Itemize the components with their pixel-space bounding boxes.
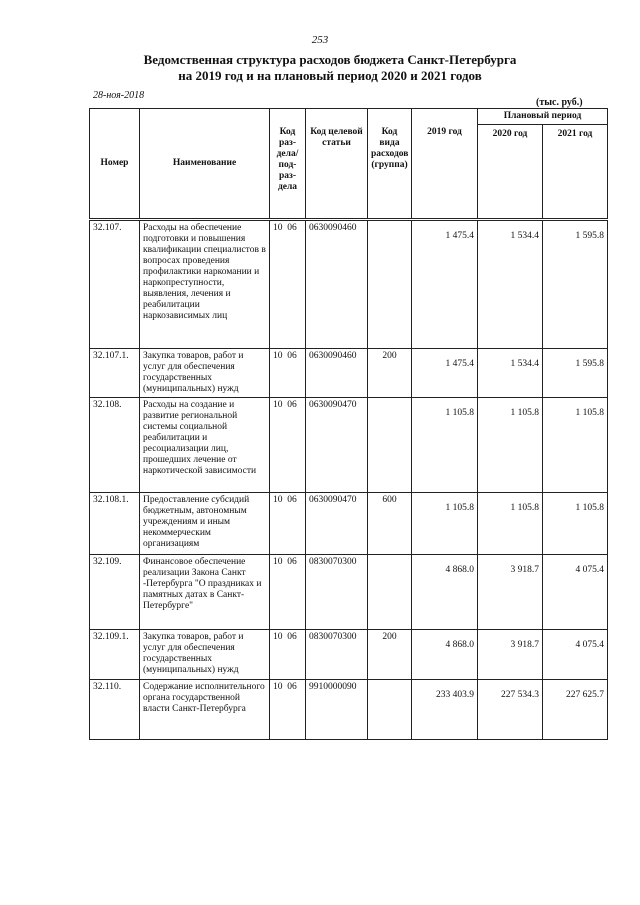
subsection: 06 [287, 351, 297, 361]
row-value-2021: 4 075.4 [543, 630, 608, 680]
row-value-2019: 233 403.9 [412, 680, 478, 740]
header-year-2019: 2019 год [412, 109, 478, 219]
section: 10 [273, 351, 283, 361]
row-name: Расходы на обеспечение подготовки и повышения квалификации специалистов в вопросах проведения профилактики наркомании и наркопреступности, выявления, лечения и реабилитации наркозависимых лиц [140, 221, 270, 349]
row-value-2021: 1 105.8 [543, 398, 608, 493]
row-expense-type [368, 221, 412, 349]
section: 10 [273, 557, 283, 567]
subsection: 06 [287, 495, 297, 505]
row-section-code [270, 555, 306, 630]
row-expense-type [368, 398, 412, 493]
row-value-2021: 1 595.8 [543, 349, 608, 398]
section: 10 [273, 495, 283, 505]
subsection: 06 [287, 682, 297, 692]
table-row [90, 630, 608, 680]
title-line-1: Ведомственная структура расходов бюджета Санкт-Петербурга [143, 52, 517, 67]
table-row [90, 555, 608, 630]
row-value-2020: 3 918.7 [478, 555, 543, 630]
header-expense-type-code: Код вида расходов (группа) [368, 109, 412, 219]
row-name: Расходы на создание и развитие региональной системы социальной реабилитации и ресоциализации лиц, прошедших лечение от наркотической зависимости [140, 398, 270, 493]
header-year-2020: 2020 год [478, 125, 543, 219]
row-expense-type: 600 [368, 493, 412, 555]
row-value-2020: 227 534.3 [478, 680, 543, 740]
row-value-2020: 1 534.4 [478, 349, 543, 398]
table-row [90, 493, 608, 555]
table-row [90, 349, 608, 398]
row-name: Предоставление субсидий бюджетным, автономным учреждениям и иным некоммерческим организациям [140, 493, 270, 555]
section: 10 [273, 223, 283, 233]
row-section-code [270, 349, 306, 398]
row-value-2021: 1 595.8 [543, 221, 608, 349]
row-name: Закупка товаров, работ и услуг для обеспечения государственных (муниципальных) нужд [140, 349, 270, 398]
row-expense-type [368, 680, 412, 740]
row-section-code [270, 630, 306, 680]
row-number: 32.108. [90, 398, 140, 493]
section: 10 [273, 400, 283, 410]
subsection: 06 [287, 400, 297, 410]
row-value-2020: 1 105.8 [478, 493, 543, 555]
row-section-code [270, 221, 306, 349]
table-row [90, 221, 608, 349]
document-title [110, 52, 550, 84]
row-target-code: 0630090470 [306, 493, 368, 555]
subsection: 06 [287, 223, 297, 233]
header-target-code: Код целевой статьи [306, 109, 368, 219]
table-row [90, 680, 608, 740]
section: 10 [273, 632, 283, 642]
row-value-2021: 227 625.7 [543, 680, 608, 740]
row-value-2021: 1 105.8 [543, 493, 608, 555]
row-value-2019: 1 105.8 [412, 398, 478, 493]
row-number: 32.107.1. [90, 349, 140, 398]
row-value-2019: 1 475.4 [412, 349, 478, 398]
budget-table [89, 108, 608, 740]
row-section-code [270, 680, 306, 740]
row-name: Содержание исполнительного органа государственной власти Санкт-Петербурга [140, 680, 270, 740]
row-value-2019: 1 105.8 [412, 493, 478, 555]
row-number: 32.110. [90, 680, 140, 740]
row-value-2019: 1 475.4 [412, 221, 478, 349]
title-line-2: на 2019 год и на плановый период 2020 и 2021 годов [178, 68, 482, 83]
row-section-code [270, 493, 306, 555]
table-row [90, 398, 608, 493]
row-target-code: 9910000090 [306, 680, 368, 740]
row-value-2020: 3 918.7 [478, 630, 543, 680]
row-target-code: 0630090470 [306, 398, 368, 493]
page-number: 253 [311, 34, 329, 46]
row-expense-type: 200 [368, 349, 412, 398]
section: 10 [273, 682, 283, 692]
header-section-code: Код раз-дела/ под-раз-дела [270, 109, 306, 219]
document-date: 28-ноя-2018 [93, 90, 145, 101]
row-target-code: 0830070300 [306, 630, 368, 680]
header-year-2021: 2021 год [543, 125, 608, 219]
row-section-code [270, 398, 306, 493]
row-expense-type [368, 555, 412, 630]
row-name: Закупка товаров, работ и услуг для обеспечения государственных (муниципальных) нужд [140, 630, 270, 680]
header-name: Наименование [140, 109, 270, 219]
row-number: 32.107. [90, 221, 140, 349]
row-number: 32.108.1. [90, 493, 140, 555]
row-name: Финансовое обеспечение реализации Закона Санкт -Петербурга "О праздниках и памятных датах в Санкт-Петербурге" [140, 555, 270, 630]
subsection: 06 [287, 632, 297, 642]
row-target-code: 0630090460 [306, 349, 368, 398]
row-value-2019: 4 868.0 [412, 630, 478, 680]
row-value-2020: 1 105.8 [478, 398, 543, 493]
row-target-code: 0630090460 [306, 221, 368, 349]
row-value-2021: 4 075.4 [543, 555, 608, 630]
row-value-2019: 4 868.0 [412, 555, 478, 630]
subsection: 06 [287, 557, 297, 567]
row-value-2020: 1 534.4 [478, 221, 543, 349]
header-planned-period: Плановый период [478, 109, 608, 125]
row-target-code: 0830070300 [306, 555, 368, 630]
row-number: 32.109.1. [90, 630, 140, 680]
units-label: (тыс. руб.) [536, 97, 583, 108]
row-expense-type: 200 [368, 630, 412, 680]
row-number: 32.109. [90, 555, 140, 630]
header-number: Номер [90, 109, 140, 219]
